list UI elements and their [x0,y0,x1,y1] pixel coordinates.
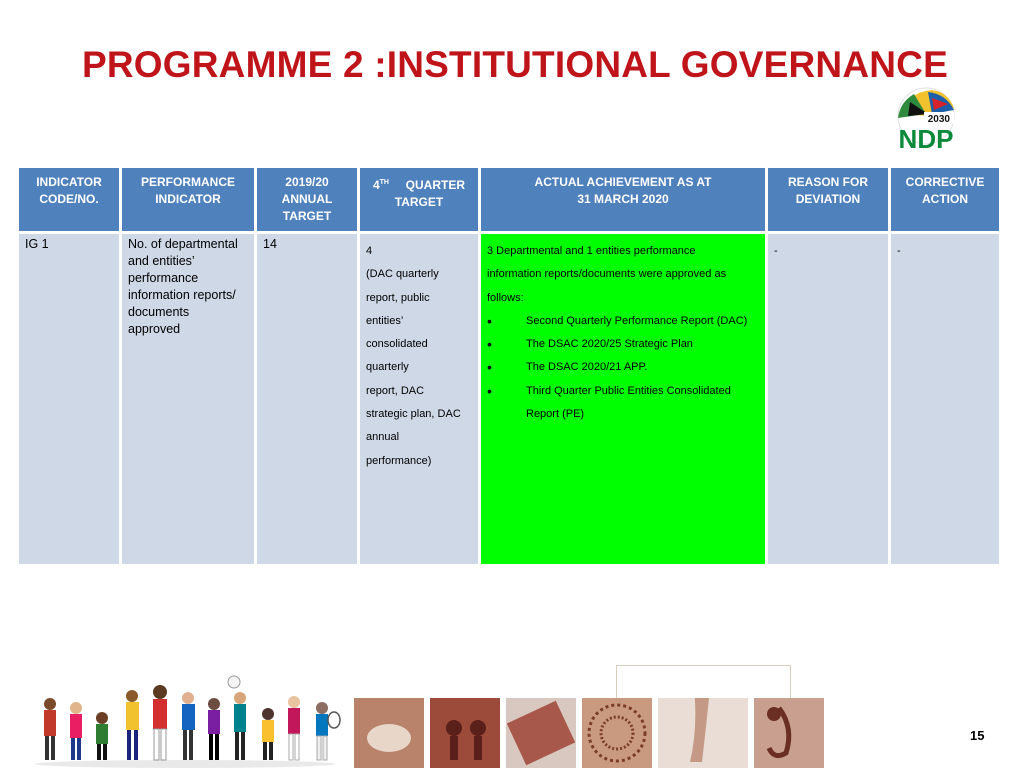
list-item: • The DSAC 2020/25 Strategic Plan [487,333,759,356]
header-performance-indicator: PERFORMANCE INDICATOR [122,168,254,231]
cell-corrective: - [891,234,999,564]
header-annual-target: 2019/20 ANNUAL TARGET [257,168,357,231]
list-item: • Third Quarter Public Entities Consolidated Report (PE) [487,380,759,427]
list-item: • The DSAC 2020/21 APP. [487,356,759,379]
header-reason-deviation: REASON FOR DEVIATION [768,168,888,231]
bullet-icon: • [487,359,492,376]
cell-indicator: No. of departmental and entities’ performance information reports/ documents approved [122,234,254,564]
table-row [19,234,999,564]
header-indicator-code: INDICATOR CODE/NO. [19,168,119,231]
table-header-row [19,168,999,231]
header-actual-achievement: ACTUAL ACHIEVEMENT AS AT 31 MARCH 2020 [481,168,765,231]
list-item: • Second Quarterly Performance Report (DAC) [487,310,759,333]
logo-text: NDP [898,124,954,154]
cell-quarter-target: 4 (DAC quarterly report, public entities’ consolidated quarterly report, DAC strategic plan, DAC annual performance) [360,234,478,564]
governance-table [16,165,1002,567]
cell-annual-target: 14 [257,234,357,564]
bullet-icon: • [487,382,492,399]
cell-reason: - [768,234,888,564]
page-title: PROGRAMME 2 :INSTITUTIONAL GOVERNANCE [82,44,948,85]
header-quarter-target: 4TH QUARTER TARGET [360,168,478,231]
bullet-icon: • [487,312,492,329]
bullet-icon: • [487,336,492,353]
cell-code: IG 1 [19,234,119,564]
cell-actual-achievement: 3 Departmental and 1 entities performance information reports/documents were approved as follows: • Second Quarterly Performance Report (DAC) • The DSAC 2020/25 Strategic Plan • The DSAC 2020/21 APP. • Third Quarter Public Entities Consolidated Report (PE) [481,234,765,564]
ndp-2030-logo [888,84,964,156]
logo-year: 2030 [927,114,950,125]
achievement-list [487,310,759,426]
page-number: 15 [970,728,985,743]
arts-culture-image-strip [354,698,829,768]
sports-children-image [28,674,342,768]
header-corrective-action: CORRECTIVE ACTION [891,168,999,231]
